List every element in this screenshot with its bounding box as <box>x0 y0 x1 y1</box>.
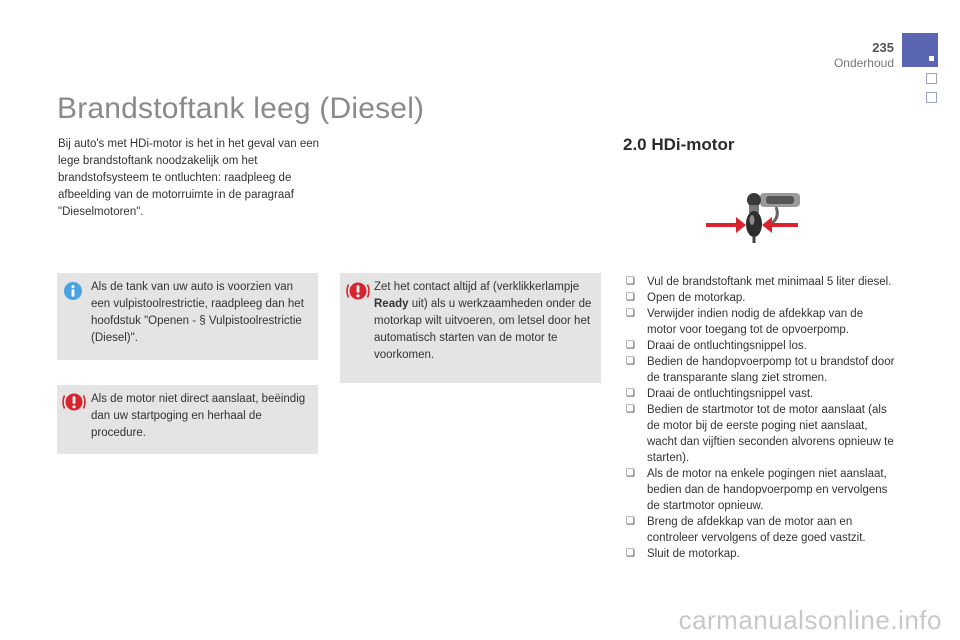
chapter-tab-active[interactable] <box>902 33 938 67</box>
watermark: carmanualsonline.info <box>678 605 942 635</box>
warning-engine-text: Als de motor niet direct aanslaat, beëindig dan uw startpoging en herhaal de procedure. <box>91 393 306 439</box>
list-item <box>625 290 895 306</box>
checkbox-bullet-icon: ❏ <box>626 276 635 287</box>
checkbox-bullet-icon: ❏ <box>626 308 635 319</box>
step-text: Open de motorkap. <box>647 292 746 304</box>
list-item <box>625 386 895 402</box>
step-text: Draai de ontluchtingsnippel los. <box>647 340 807 352</box>
section-title: 2.0 HDi-motor <box>623 135 735 154</box>
step-text: Draai de ontluchtingsnippel vast. <box>647 388 814 400</box>
checkbox-bullet-icon: ❏ <box>626 356 635 367</box>
steps-list <box>625 274 895 562</box>
tab-dot <box>929 56 934 61</box>
info-note-box <box>57 273 318 360</box>
checkbox-bullet-icon: ❏ <box>626 292 635 303</box>
warning-contact-text <box>374 279 596 364</box>
intro-paragraph: Bij auto's met HDi-motor is het in het geval van een lege brandstoftank noodzakelijk om het brandstofsysteem te ontluchten: raadpleeg de afbeelding van de motorruimte in de paragraaf "Dieselmotoren". <box>58 138 320 218</box>
list-item <box>625 274 895 290</box>
checkbox-bullet-icon: ❏ <box>626 548 635 559</box>
step-text: Als de motor na enkele pogingen niet aanslaat, bedien dan de handopvoerpomp en vervolgens de startmotor opnieuw. <box>647 468 888 512</box>
chapter-tab-empty[interactable] <box>926 92 937 103</box>
step-text: Sluit de motorkap. <box>647 548 740 560</box>
list-item <box>625 466 895 514</box>
warning-contact-text-before: Zet het contact altijd af (verklikkerlampje <box>374 281 580 293</box>
list-item <box>625 306 895 338</box>
info-icon <box>63 281 83 301</box>
chapter-name: Onderhoud <box>833 56 894 70</box>
step-text: Breng de afdekkap van de motor aan en controleer vervolgens of deze goed vastzit. <box>647 516 866 544</box>
checkbox-bullet-icon: ❏ <box>626 340 635 351</box>
checkbox-bullet-icon: ❏ <box>626 388 635 399</box>
step-text: Verwijder indien nodig de afdekkap van de motor voor toegang tot de opvoerpomp. <box>647 308 864 336</box>
step-text: Vul de brandstoftank met minimaal 5 liter diesel. <box>647 276 892 288</box>
list-item <box>625 354 895 386</box>
chapter-tab-empty[interactable] <box>926 73 937 84</box>
step-text: Bedien de startmotor tot de motor aanslaat (als de motor bij de eerste poging niet aanslaat, wacht dan vijftien seconden alvorens opnieuw te starten). <box>647 404 894 464</box>
checkbox-bullet-icon: ❏ <box>626 404 635 415</box>
ready-label: Ready <box>374 298 409 310</box>
page-number: 235 <box>872 40 894 55</box>
page-title: Brandstoftank leeg (Diesel) <box>57 92 425 125</box>
warning-icon <box>62 393 86 411</box>
checkbox-bullet-icon: ❏ <box>626 516 635 527</box>
list-item <box>625 546 895 562</box>
checkbox-bullet-icon: ❏ <box>626 468 635 479</box>
info-note-text: Als de tank van uw auto is voorzien van een vulpistoolrestrictie, raadpleeg dan het hoofdstuk "Openen - § Vulpistoolrestrictie (Diesel)". <box>91 281 304 344</box>
hand-pump-icon <box>706 187 806 245</box>
step-text: Bedien de handopvoerpomp tot u brandstof door de transparante slang ziet stromen. <box>647 356 895 384</box>
warning-contact-text-after: uit) als u werkzaamheden onder de motorkap wilt uitvoeren, om letsel door het automatisch starten van de motor te voorkomen. <box>374 298 592 361</box>
warning-contact-box <box>340 273 601 383</box>
list-item <box>625 402 895 466</box>
warning-note-box <box>57 385 318 454</box>
list-item <box>625 514 895 546</box>
list-item <box>625 338 895 354</box>
warning-icon <box>346 282 370 300</box>
